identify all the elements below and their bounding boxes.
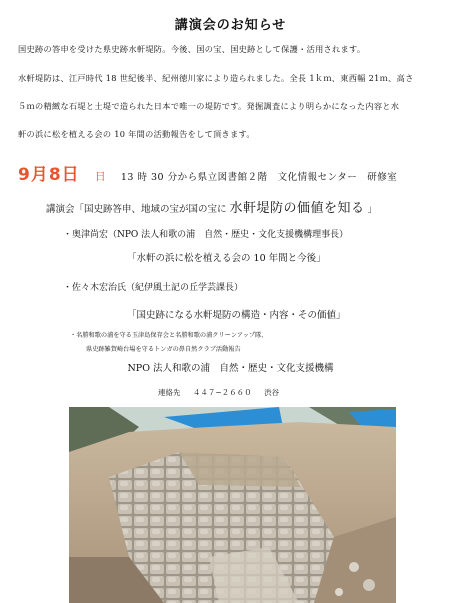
contact-name: 渋谷 [264,388,280,397]
weekday: 日 [94,170,106,183]
supporter-line-2: 県史跡雑賀崎台場を守るトンガの鼻自然クラブ活動報告 [86,346,241,353]
time-venue: 13 時 30 分から県立図書館２階 文化情報センター 研修室 [120,172,398,183]
date-text: 9月8日 [18,165,80,185]
loose-stone [349,562,359,572]
speaker-1: ・奥津尚宏（NPO 法人和歌の浦 自然・歴史・文化支援機構理事長） [63,230,349,240]
lecture-title [46,197,377,216]
supporter-line-1: ・名勝和歌の浦を守る玉津島保存会と名勝和歌の浦クリーンアップ隊、 [70,332,268,339]
organizer: NPO 法人和歌の浦 自然・歴史・文化支援機構 [127,363,334,374]
contact [158,387,289,398]
event-date [18,160,397,185]
stone-embankment-image [69,407,396,603]
talk-1: 「水軒の浜に松を植える会の 10 年間と今後」 [127,253,326,264]
loose-stone [363,579,375,591]
lecture-emphasis: 水軒堤防の価値を知る [229,201,365,216]
soil-top [179,452,301,487]
talk-2: 「国史跡になる水軒堤防の構造・内容・その価値」 [127,310,346,321]
loose-stone [335,588,343,596]
excavation-photo [69,407,396,603]
lecture-suffix: 」 [367,204,378,215]
lecture-prefix: 講演会「国史跡答申、地域の宝が国の宝に [46,204,227,215]
contact-phone: ４４７−２６６０ [192,388,252,397]
intro-line-3: ５ｍの精緻な石堤と土堤で造られた日本で唯一の堤防です。発掘調査により明らかになった内容と水 [18,101,400,111]
contact-label: 連絡先 [158,388,181,397]
intro-line-4: 軒の浜に松を植える会の 10 年間の活動報告をして頂きます。 [18,129,255,139]
intro-line-1: 国史跡の答申を受けた県史跡水軒堤防。今後、国の宝、国史跡として保護・活用されます。 [18,44,366,54]
speaker-2: ・佐々木宏治氏（紀伊風土記の丘学芸課長） [63,283,244,293]
notice-title: 講演会のお知らせ [174,18,287,33]
intro-line-2: 水軒堤防は、江戸時代 18 世紀後半、紀州徳川家により造られました。全長 1ｋｍ、東西幅 21ｍ、高さ [18,73,414,83]
